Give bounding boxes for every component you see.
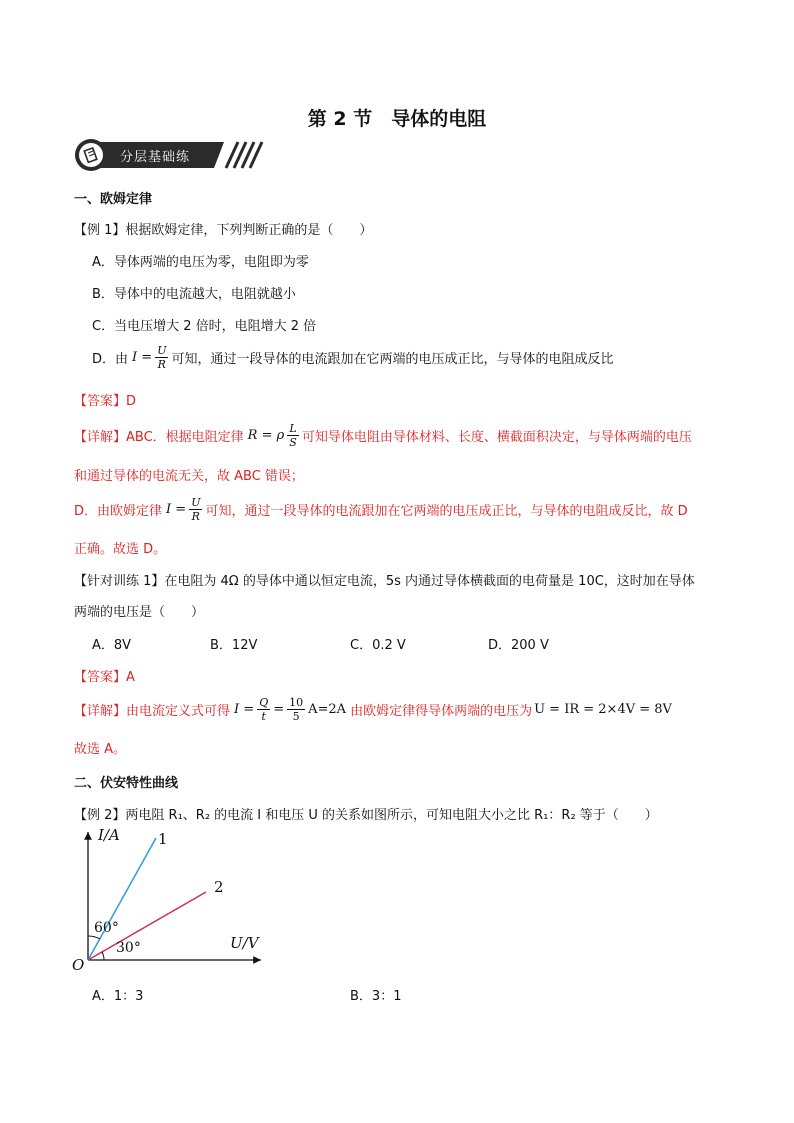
fraction-q-over-t: $\frac{Q}{t}$ [259, 696, 269, 723]
option-d [92, 344, 613, 371]
option-c: C．当电压增大 2 倍时，电阻增大 2 倍 [92, 319, 317, 334]
training1-detail-line2: 故选 A。 [74, 742, 127, 757]
training-tag: 【针对训练 1】 [74, 574, 165, 589]
paper-icon [83, 147, 99, 163]
y-axis-label: I/A [98, 826, 120, 844]
example-tag: 【例 2】 [74, 808, 126, 823]
example2-question [74, 804, 658, 823]
formula-ohms-law: U = IR = 2×4V = 8V [534, 702, 672, 717]
formula-lhs: R = ρ [247, 428, 285, 443]
example1-question [74, 219, 372, 238]
option-d-prefix: D．由 [92, 352, 129, 367]
option-a: A．导体两端的电压为零，电阻即为零 [92, 255, 309, 270]
origin-label: O [72, 956, 85, 974]
training1-option-d: D．200 V [488, 638, 549, 653]
training1-detail [74, 696, 672, 723]
question-text: 根据欧姆定律，下列判断正确的是（ ） [125, 223, 373, 238]
angle-30-label: 30° [116, 940, 141, 956]
example2-option-b: B．3：1 [350, 989, 402, 1004]
option-d-suffix: 可知，通过一段导体的电流跟加在它两端的电压成正比，与导体的电阻成反比 [171, 352, 614, 367]
example-tag: 【例 1】 [74, 223, 126, 238]
example1-detail-line1 [74, 422, 692, 449]
banner-label: 分层基础练 [120, 150, 191, 165]
page-title: 第 2 节 导体的电阻 [307, 108, 487, 130]
formula-lhs: I = [166, 502, 187, 517]
example1-detail-line3 [74, 496, 688, 523]
section-heading-ohms-law: 一、欧姆定律 [74, 192, 153, 207]
fraction-u-over-r: $\frac{U}{R}$ [191, 496, 201, 523]
training1-line2: 两端的电压是（ ） [74, 605, 205, 620]
detail-suffix: 可知，通过一段导体的电流跟加在它两端的电压成正比，与导体的电阻成反比，故 D [205, 504, 688, 519]
fraction-u-over-r: $\frac{U}{R}$ [157, 344, 167, 371]
example1-answer: 【答案】D [74, 394, 137, 409]
iv-figure [66, 824, 276, 974]
detail-prefix: 【详解】由电流定义式可得 [74, 704, 231, 719]
formula-result: A=2A [308, 702, 347, 717]
x-axis-label: U/V [230, 934, 259, 952]
option-b: B．导体中的电流越大，电阻就越小 [92, 287, 296, 302]
example1-detail-line4: 正确。故选 D。 [74, 542, 167, 557]
training1-option-c: C．0.2 V [350, 638, 406, 653]
fraction-10-over-5: $\frac{10}{5}$ [289, 696, 304, 723]
section-banner [74, 138, 264, 172]
detail-suffix: 可知导体电阻由导体材料、长度、横截面积决定，与导体两端的电压 [301, 430, 692, 445]
angle-arc-60 [88, 936, 100, 939]
angle-arc-30 [102, 952, 104, 960]
example1-detail-line2: 和通过导体的电流无关，故 ABC 错误； [74, 469, 304, 484]
formula-lhs: I = [132, 350, 153, 365]
training1-option-a: A．8V [92, 638, 132, 653]
equals-sign: = [273, 702, 285, 717]
section-heading-iv-curve: 二、伏安特性曲线 [74, 776, 179, 791]
line-1-label: 1 [158, 830, 168, 848]
question-text: 两电阻 R₁、R₂ 的电流 I 和电压 U 的关系如图所示，可知电阻大小之比 R₁：R₂ 等于（ ） [125, 808, 658, 823]
training-text: 在电阻为 4Ω 的导体中通以恒定电流，5s 内通过导体横截面的电荷量是 10C，这时加在导体 [164, 574, 695, 589]
detail-prefix: D．由欧姆定律 [74, 504, 163, 519]
line-2-label: 2 [214, 878, 224, 896]
detail-mid: 由欧姆定律得导体两端的电压为 [350, 704, 533, 719]
angle-60-label: 60° [94, 920, 119, 936]
training1-option-b: B．12V [210, 638, 258, 653]
detail-prefix: 【详解】ABC．根据电阻定律 [74, 430, 244, 445]
fraction-l-over-s: $\frac{L}{S}$ [289, 422, 297, 449]
training1-line1 [74, 570, 695, 589]
example2-option-a: A．1：3 [92, 989, 144, 1004]
training1-answer: 【答案】A [74, 670, 135, 685]
formula-lhs: I = [234, 702, 255, 717]
